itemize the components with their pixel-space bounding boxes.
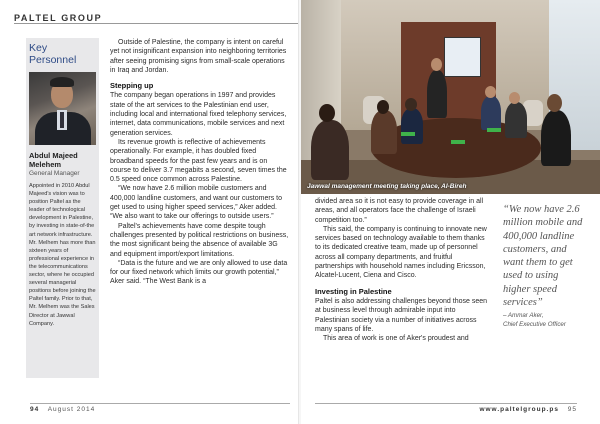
quote-attribution-name: – Ammar Aker, bbox=[503, 312, 544, 320]
sidebar-title: Key Personnel bbox=[29, 42, 77, 66]
personnel-bio: Appointed in 2010 Abdul Majeed's vision was to position Paltel as the leader of technological development in Palestine, by investing in state-of-the art network infrastructure. Mr. Melhem has more than sixteen years of professional experience in the telecommunications sector, where he occupied several managerial positions before joining the Paltel family. Prior to that, Mr. Melhem was the Sales Director at Jawwal Company. bbox=[29, 183, 96, 327]
page-number: 95 bbox=[567, 406, 577, 413]
paragraph: Its revenue growth is reflective of achievements operationally. For example, it has doubled fixed broadband speeds for the past few years and is on course to deliver 3.7 megabits a second, seven times the 0.5 speed once common across Palestine. bbox=[110, 138, 287, 184]
right-page bbox=[301, 0, 600, 424]
paragraph: Outside of Palestine, the company is intent on careful yet not insignificant expansion into neighboring territories after seeing promising signs from small-scale operations in Iraq and Jordan. bbox=[110, 39, 287, 74]
quote-attribution-title: Chief Executive Officer bbox=[503, 321, 566, 329]
page-footer bbox=[30, 403, 290, 415]
page-footer bbox=[315, 403, 577, 415]
paragraph: Paltel is also addressing challenges beyond those seen at business level through admirable input into Palestinian society via a number of initiatives across many spans of life. bbox=[315, 297, 488, 333]
paragraph: Paltel's achievements have come despite tough challenges presented by political restrictions on business, the most significant being the absence of available 3G and equipment import/export limitations. bbox=[110, 222, 289, 258]
section-heading: Stepping up bbox=[110, 81, 154, 91]
paragraph: This said, the company is continuing to innovate new services based on technology available to them thanks to its dedicated creative team, made up of personnel across all company departments, and fruitful partnerships with household names including Ericsson, Alcatel-Lucent, Ciena and Cisco. bbox=[315, 225, 487, 280]
page-header bbox=[14, 8, 299, 24]
issue-date: August 2014 bbox=[47, 406, 96, 413]
right-article-column bbox=[315, 197, 489, 343]
paragraph: “We now have 2.6 million mobile customers and 400,000 landline customers, and want our customers to get used to using higher speed services,” Aker added. “We also want to take our offerings to outside users.” bbox=[110, 185, 282, 221]
website: www.paltelgroup.ps bbox=[479, 406, 559, 413]
paragraph: This area of work is one of Aker's proudest and bbox=[323, 335, 469, 343]
section-heading: Investing in Palestine bbox=[315, 286, 392, 296]
key-personnel-sidebar bbox=[26, 38, 99, 378]
left-article-column bbox=[110, 38, 290, 287]
paragraph: The company began operations in 1997 and provides state of the art services to the Palestinian end user, including local and international fixed telephony services, internet, data communications, mobile services and next generation services. bbox=[110, 92, 287, 137]
header-title: PALTEL GROUP bbox=[14, 13, 103, 23]
photo-caption: Jawwal management meeting taking place, Al-Bireh bbox=[307, 183, 467, 190]
pull-quote-text: “We now have 2.6 million mobile and 400,000 landline customers, and want them to get used to using higher speed services” bbox=[503, 204, 583, 309]
portrait-photo bbox=[29, 72, 96, 145]
left-page bbox=[0, 0, 299, 424]
personnel-name: Abdul Majeed Melehem bbox=[29, 151, 78, 169]
pull-quote bbox=[503, 203, 587, 329]
page-number: 94 bbox=[30, 406, 40, 413]
paragraph: “Data is the future and we are only allowed to use data for our fixed network which limits our growth potential,” Aker said. “The West Bank is a bbox=[110, 259, 288, 286]
paragraph: divided area so it is not easy to provide coverage in all areas, and all operators face the challenge of Israeli competition too.” bbox=[315, 198, 484, 224]
meeting-photo bbox=[301, 0, 600, 194]
personnel-role: General Manager bbox=[29, 170, 80, 177]
